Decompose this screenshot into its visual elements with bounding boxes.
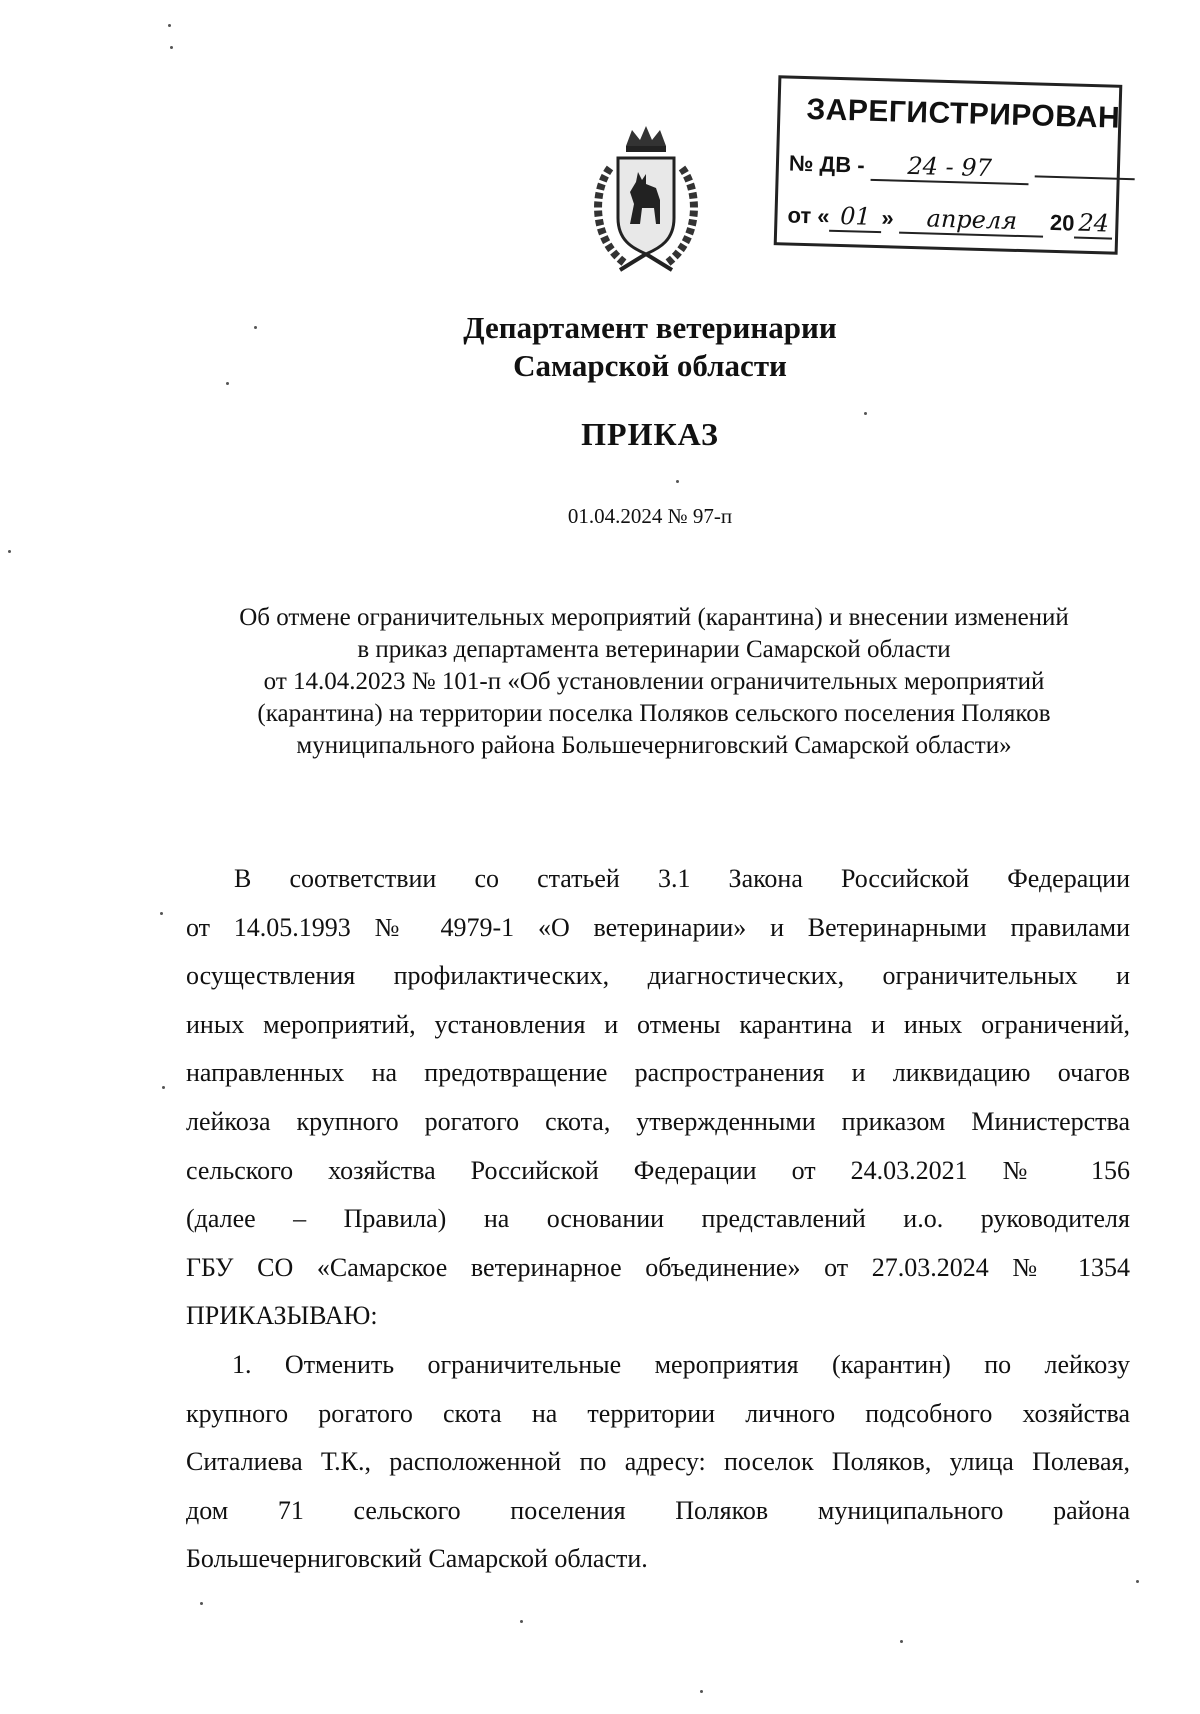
order-command: ПРИКАЗЫВАЮ: — [186, 1301, 378, 1331]
body-line: дом 71 сельского поселения Поляков муниципального района — [186, 1495, 1130, 1525]
stamp-year-prefix: 20 — [1049, 209, 1075, 236]
stamp-year-suffix: 24 — [1074, 209, 1113, 240]
scan-speck — [520, 1620, 523, 1623]
coat-of-arms-icon — [580, 122, 712, 278]
scan-speck — [200, 1602, 203, 1605]
body-line: от 14.05.1993 № 4979-1 «О ветеринарии» и Ветеринарными правилами — [186, 912, 1130, 942]
body-line: направленных на предотвращение распространения и ликвидацию очагов — [186, 1058, 1130, 1088]
body-line: ГБУ СО «Самарское ветеринарное объединение» от 27.03.2024 № 1354 — [186, 1252, 1130, 1282]
department-name-line2: Самарской области — [513, 348, 787, 383]
body-line: крупного рогатого скота на территории личного подсобного хозяйства — [186, 1398, 1130, 1428]
scan-speck — [226, 382, 229, 385]
body-line: Ситалиева Т.К., расположенной по адресу: поселок Поляков, улица Полевая, — [186, 1447, 1130, 1477]
scan-speck — [700, 1690, 703, 1693]
title-line: в приказ департамента ветеринарии Самарской области — [357, 636, 951, 663]
scan-speck — [168, 24, 171, 27]
scan-speck — [254, 326, 257, 329]
title-line: (карантина) на территории поселка Поляков сельского поселения Поляков — [257, 700, 1051, 727]
title-line: муниципального района Большечерниговский Самарской области» — [296, 732, 1012, 759]
scan-speck — [8, 550, 11, 553]
scan-speck — [160, 912, 163, 915]
body-line: лейкоза крупного рогатого скота, утвержденными приказом Министерства — [186, 1106, 1130, 1136]
order-body — [186, 855, 1130, 1584]
scan-speck — [170, 46, 173, 49]
document-number: 01.04.2024 № 97-п — [567, 504, 733, 528]
stamp-date-line — [787, 201, 1113, 240]
scan-speck — [900, 1640, 903, 1643]
body-line: 1. Отменить ограничительные мероприятия (карантин) по лейкозу — [232, 1349, 1130, 1379]
registration-stamp — [774, 75, 1123, 255]
stamp-reg-value: 24 - 97 — [870, 151, 1029, 185]
document-type: ПРИКАЗ — [581, 416, 719, 452]
stamp-underline — [1035, 175, 1135, 180]
body-line: иных мероприятий, установления и отмены карантина и иных ограничений, — [186, 1009, 1130, 1039]
body-line: (далее – Правила) на основании представлений и.о. руководителя — [186, 1204, 1130, 1234]
stamp-registration-line — [789, 149, 1136, 189]
body-line: В соответствии со статьей 3.1 Закона Российской Федерации — [234, 864, 1130, 893]
order-title — [180, 602, 1128, 762]
stamp-date-month: апреля — [899, 204, 1044, 238]
body-line: сельского хозяйства Российской Федерации от 24.03.2021 № 156 — [186, 1155, 1130, 1185]
scan-speck — [676, 480, 679, 483]
stamp-title: ЗАРЕГИСТРИРОВАН — [806, 93, 1121, 135]
scan-speck — [1136, 1580, 1139, 1583]
scan-speck — [162, 1086, 165, 1089]
body-line: Большечерниговский Самарской области. — [186, 1544, 648, 1574]
stamp-date-mid: » — [881, 205, 895, 231]
scan-speck — [864, 412, 867, 415]
stamp-date-prefix: от « — [787, 202, 830, 229]
title-line: Об отмене ограничительных мероприятий (карантина) и внесении изменений — [239, 604, 1069, 631]
title-line: от 14.04.2023 № 101-п «Об установлении ограничительных мероприятий — [263, 668, 1045, 695]
stamp-reg-label: № ДВ - — [788, 150, 865, 178]
stamp-date-day: 01 — [829, 202, 882, 233]
department-name-line1: Департамент ветеринарии — [463, 310, 837, 345]
body-line: осуществления профилактических, диагностических, ограничительных и — [186, 961, 1130, 991]
